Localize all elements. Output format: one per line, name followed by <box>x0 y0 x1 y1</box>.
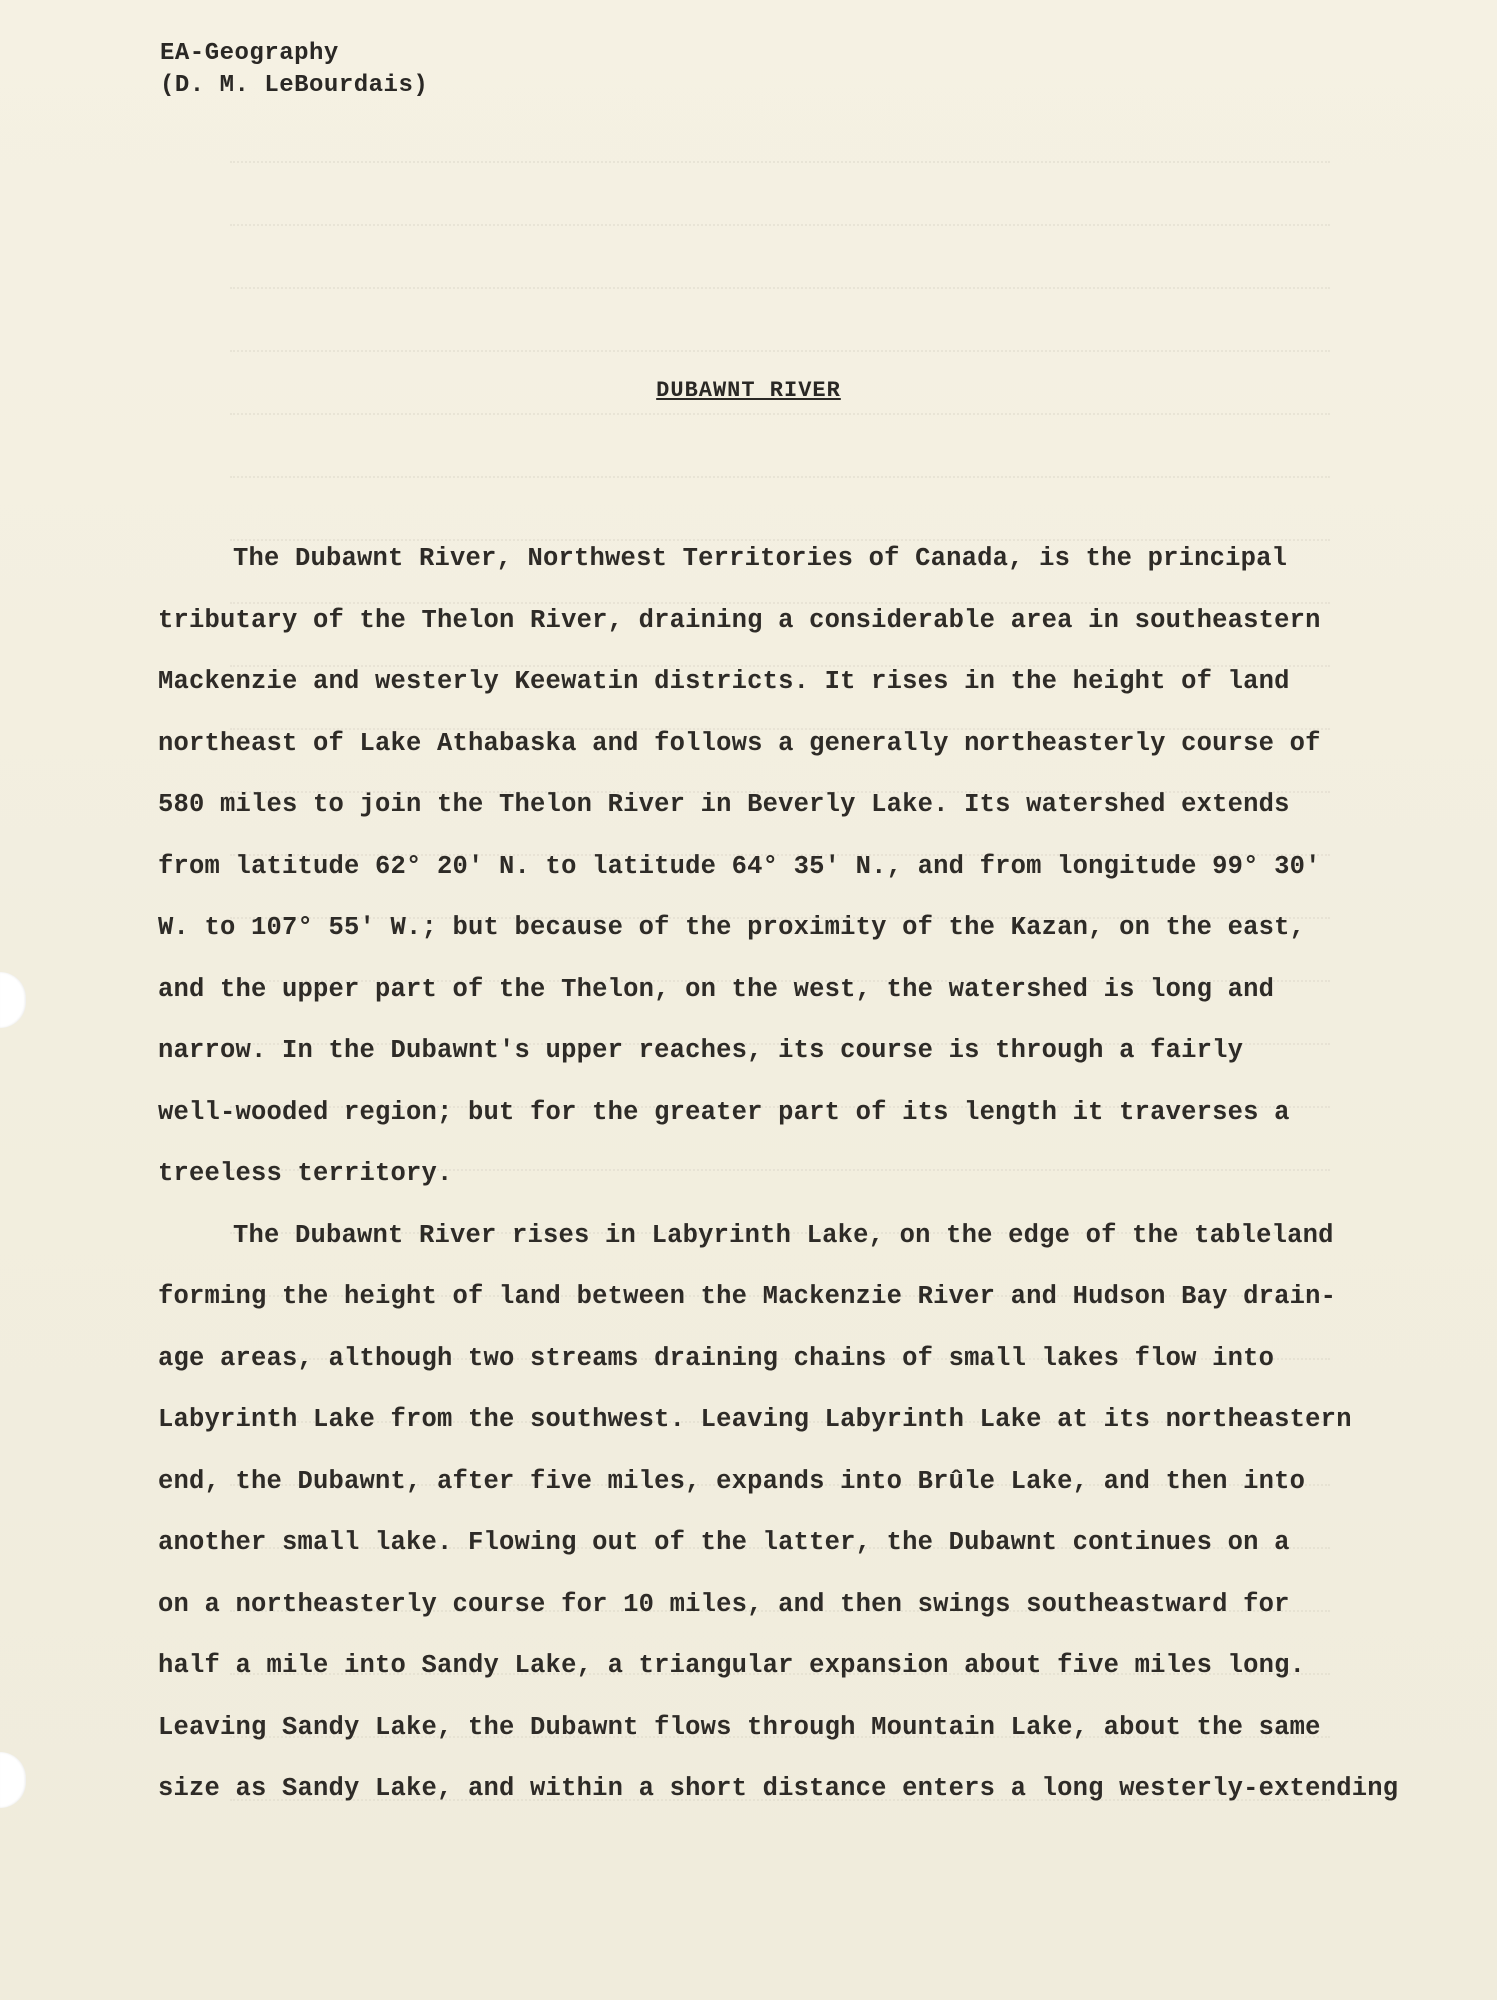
text-line: well-wooded region; but for the greater part of its length it traverses a <box>158 1097 1290 1127</box>
text-line: on a northeasterly course for 10 miles, and then swings southeastward for <box>158 1589 1290 1619</box>
punch-hole-upper <box>0 972 26 1028</box>
text-line: age areas, although two streams draining chains of small lakes flow into <box>158 1343 1275 1373</box>
punch-hole-lower <box>0 1752 26 1808</box>
paragraph-2 <box>158 1205 1398 1820</box>
text-line: another small lake. Flowing out of the latter, the Dubawnt continues on a <box>158 1528 1290 1557</box>
text-line: W. to 107° 55' W.; but because of the proximity of the Kazan, on the east, <box>158 913 1306 942</box>
text-line: The Dubawnt River, Northwest Territories of Canada, is the principal <box>233 544 1288 573</box>
header-author: (D. M. LeBourdais) <box>160 72 429 99</box>
text-line: Labyrinth Lake from the southwest. Leaving Labyrinth Lake at its northeastern <box>158 1405 1352 1434</box>
text-line: Mackenzie and westerly Keewatin districts. It rises in the height of land <box>158 667 1290 696</box>
text-line: Leaving Sandy Lake, the Dubawnt flows through Mountain Lake, about the same <box>158 1712 1321 1742</box>
text-line: end, the Dubawnt, after five miles, expands into Brûle Lake, and then into <box>158 1466 1306 1496</box>
header-subject: EA-Geography <box>160 40 339 67</box>
text-line: narrow. In the Dubawnt's upper reaches, its course is through a fairly <box>158 1036 1244 1065</box>
text-line: from latitude 62° 20' N. to latitude 64° 35' N., and from longitude 99° 30' <box>158 851 1321 881</box>
text-line: half a mile into Sandy Lake, a triangular expansion about five miles long. <box>158 1651 1306 1680</box>
document-body <box>158 528 1398 1820</box>
paragraph-1 <box>158 528 1398 1205</box>
text-line: The Dubawnt River rises in Labyrinth Lake, on the edge of the tableland <box>233 1220 1334 1250</box>
text-line: and the upper part of the Thelon, on the west, the watershed is long and <box>158 974 1275 1004</box>
text-line: 580 miles to join the Thelon River in Beverly Lake. Its watershed extends <box>158 790 1290 819</box>
document-header <box>160 38 428 102</box>
document-title: DUBAWNT RIVER <box>656 378 841 403</box>
text-line: tributary of the Thelon River, draining a considerable area in southeastern <box>158 605 1321 635</box>
text-line: treeless territory. <box>158 1159 453 1188</box>
text-line: northeast of Lake Athabaska and follows a generally northeasterly course of <box>158 728 1321 758</box>
text-line: forming the height of land between the Mackenzie River and Hudson Bay drain- <box>158 1282 1337 1311</box>
text-line: size as Sandy Lake, and within a short distance enters a long westerly-extending <box>158 1774 1399 1803</box>
